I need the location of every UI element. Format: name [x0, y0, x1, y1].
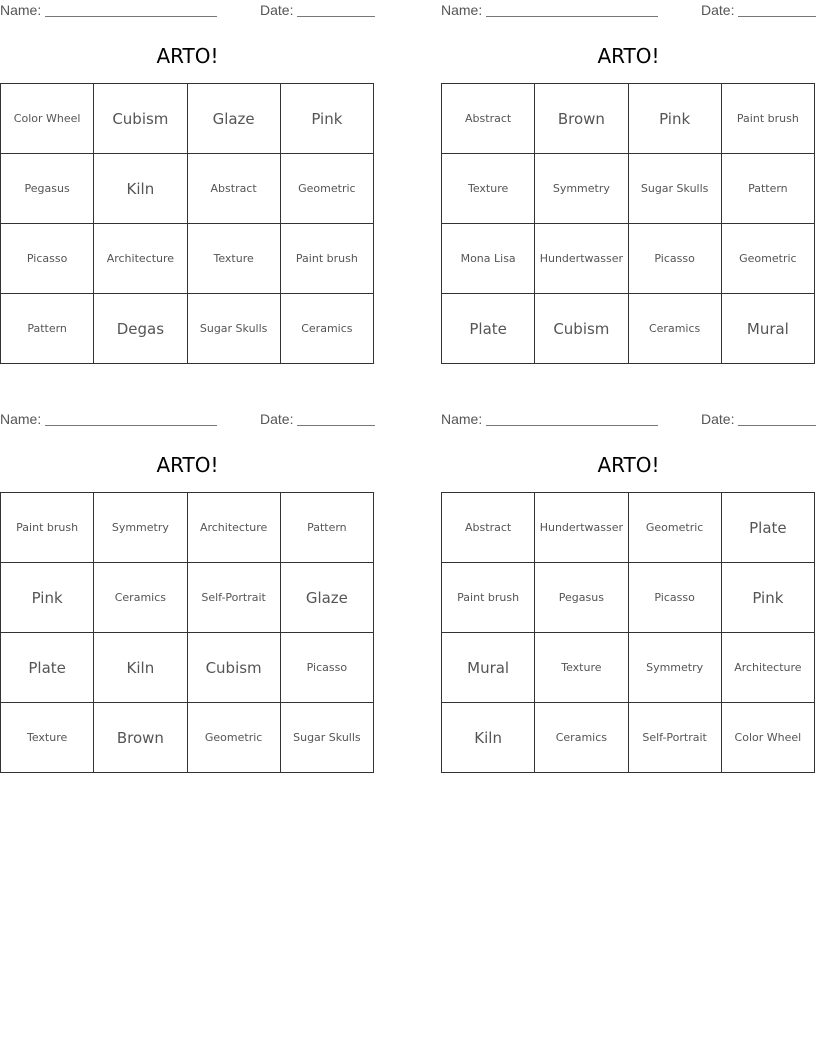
name-date-line [0, 0, 375, 22]
bingo-cell[interactable]: Mona Lisa [442, 224, 535, 294]
bingo-row [442, 633, 815, 703]
bingo-grid [441, 83, 815, 364]
name-blank[interactable] [45, 16, 217, 17]
bingo-cell[interactable]: Plate [721, 493, 814, 563]
bingo-cell[interactable]: Mural [721, 294, 814, 364]
bingo-cell[interactable]: Sugar Skulls [628, 154, 721, 224]
bingo-cell[interactable]: Brown [535, 84, 628, 154]
bingo-cell[interactable]: Pink [1, 563, 94, 633]
bingo-row [1, 493, 374, 563]
bingo-cell[interactable]: Texture [1, 703, 94, 773]
bingo-cell[interactable]: Geometric [187, 703, 280, 773]
bingo-cell[interactable]: Pattern [721, 154, 814, 224]
name-label: Name: [0, 2, 42, 18]
bingo-cell[interactable]: Ceramics [628, 294, 721, 364]
bingo-cell[interactable]: Cubism [535, 294, 628, 364]
bingo-cell[interactable]: Kiln [442, 703, 535, 773]
date-blank[interactable] [297, 425, 375, 426]
date-blank[interactable] [738, 16, 816, 17]
bingo-cell[interactable]: Architecture [94, 224, 187, 294]
bingo-cell[interactable]: Picasso [280, 633, 373, 703]
name-blank[interactable] [486, 425, 658, 426]
name-label: Name: [441, 2, 483, 18]
bingo-cell[interactable]: Glaze [280, 563, 373, 633]
bingo-cell[interactable]: Picasso [628, 563, 721, 633]
bingo-cell[interactable]: Cubism [94, 84, 187, 154]
bingo-cell[interactable]: Kiln [94, 154, 187, 224]
bingo-row [1, 84, 374, 154]
date-label: Date: [701, 411, 735, 427]
card-title: ARTO! [156, 453, 219, 477]
bingo-cell[interactable]: Texture [442, 154, 535, 224]
bingo-cell[interactable]: Pattern [280, 493, 373, 563]
bingo-row [442, 703, 815, 773]
bingo-cell[interactable]: Geometric [721, 224, 814, 294]
bingo-cell[interactable]: Abstract [187, 154, 280, 224]
bingo-row [1, 294, 374, 364]
bingo-cell[interactable]: Ceramics [94, 563, 187, 633]
bingo-cell[interactable]: Hundertwasser [535, 224, 628, 294]
bingo-cell[interactable]: Kiln [94, 633, 187, 703]
bingo-cell[interactable]: Symmetry [628, 633, 721, 703]
bingo-grid [441, 492, 815, 773]
date-blank[interactable] [738, 425, 816, 426]
bingo-cell[interactable]: Self-Portrait [187, 563, 280, 633]
bingo-cell[interactable]: Pink [628, 84, 721, 154]
name-date-line [441, 0, 816, 22]
name-label: Name: [441, 411, 483, 427]
bingo-cell[interactable]: Abstract [442, 84, 535, 154]
date-label: Date: [260, 411, 294, 427]
bingo-cell[interactable]: Mural [442, 633, 535, 703]
bingo-row [1, 224, 374, 294]
bingo-row [1, 154, 374, 224]
bingo-row [442, 154, 815, 224]
bingo-cell[interactable]: Cubism [187, 633, 280, 703]
bingo-grid [0, 83, 374, 364]
bingo-cell[interactable]: Pink [721, 563, 814, 633]
bingo-row [442, 84, 815, 154]
bingo-cell[interactable]: Pegasus [1, 154, 94, 224]
bingo-row [1, 633, 374, 703]
card-title: ARTO! [597, 453, 660, 477]
bingo-cell[interactable]: Paint brush [442, 563, 535, 633]
name-date-line [0, 409, 375, 431]
bingo-cell[interactable]: Symmetry [94, 493, 187, 563]
bingo-row [1, 563, 374, 633]
bingo-cell[interactable]: Paint brush [280, 224, 373, 294]
bingo-row [442, 294, 815, 364]
bingo-row [1, 703, 374, 773]
bingo-row [442, 493, 815, 563]
bingo-cell[interactable]: Geometric [628, 493, 721, 563]
bingo-cell[interactable]: Color Wheel [721, 703, 814, 773]
bingo-cell[interactable]: Brown [94, 703, 187, 773]
bingo-grid [0, 492, 374, 773]
bingo-cell[interactable]: Sugar Skulls [280, 703, 373, 773]
bingo-cell[interactable]: Texture [535, 633, 628, 703]
bingo-row [442, 224, 815, 294]
date-blank[interactable] [297, 16, 375, 17]
bingo-cell[interactable]: Glaze [187, 84, 280, 154]
bingo-cell[interactable]: Pegasus [535, 563, 628, 633]
name-date-line [441, 409, 816, 431]
name-blank[interactable] [486, 16, 658, 17]
bingo-cell[interactable]: Color Wheel [1, 84, 94, 154]
bingo-cell[interactable]: Pink [280, 84, 373, 154]
bingo-cell[interactable]: Ceramics [535, 703, 628, 773]
bingo-cell[interactable]: Architecture [721, 633, 814, 703]
card-title: ARTO! [156, 44, 219, 68]
bingo-cell[interactable]: Plate [442, 294, 535, 364]
bingo-row [442, 563, 815, 633]
name-blank[interactable] [45, 425, 217, 426]
name-label: Name: [0, 411, 42, 427]
bingo-cell[interactable]: Symmetry [535, 154, 628, 224]
date-label: Date: [701, 2, 735, 18]
card-title: ARTO! [597, 44, 660, 68]
bingo-cell[interactable]: Picasso [628, 224, 721, 294]
date-label: Date: [260, 2, 294, 18]
bingo-cell[interactable]: Hundertwasser [535, 493, 628, 563]
bingo-cell[interactable]: Sugar Skulls [187, 294, 280, 364]
bingo-cell[interactable]: Paint brush [1, 493, 94, 563]
bingo-cell[interactable]: Self-Portrait [628, 703, 721, 773]
bingo-cell[interactable]: Paint brush [721, 84, 814, 154]
bingo-cell[interactable]: Geometric [280, 154, 373, 224]
bingo-cell[interactable]: Degas [94, 294, 187, 364]
bingo-cell[interactable]: Picasso [1, 224, 94, 294]
bingo-cell[interactable]: Ceramics [280, 294, 373, 364]
bingo-cell[interactable]: Abstract [442, 493, 535, 563]
bingo-cell[interactable]: Texture [187, 224, 280, 294]
bingo-cell[interactable]: Plate [1, 633, 94, 703]
bingo-cell[interactable]: Architecture [187, 493, 280, 563]
bingo-cell[interactable]: Pattern [1, 294, 94, 364]
